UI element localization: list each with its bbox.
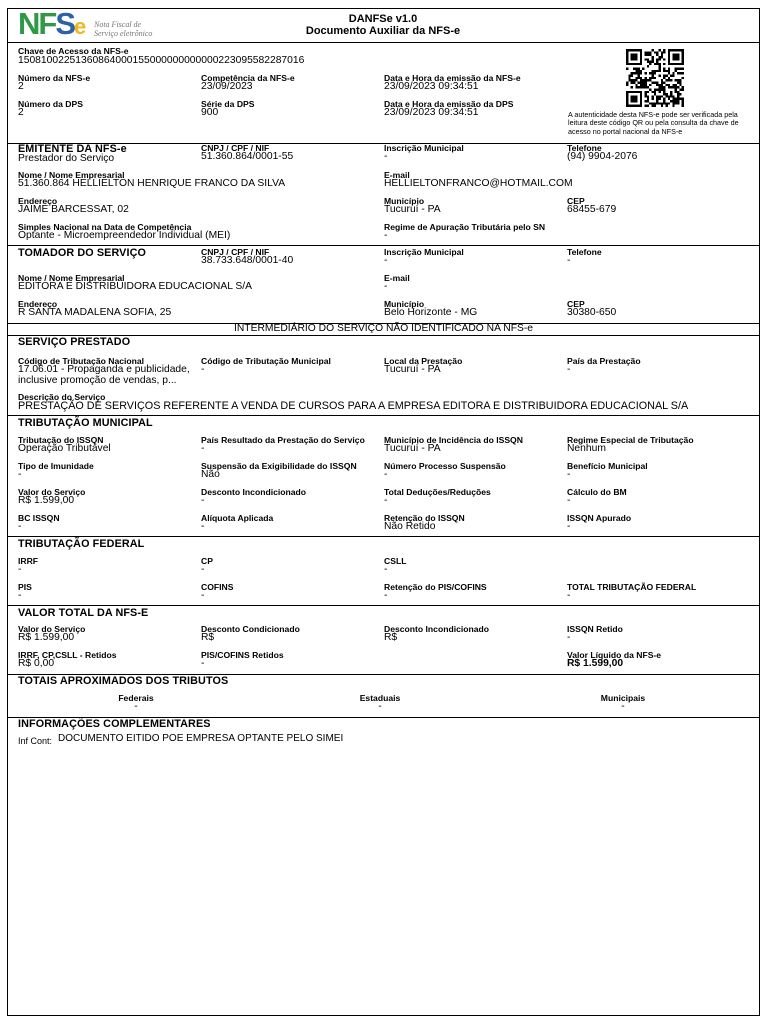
- aliquota-value: -: [201, 521, 205, 532]
- tributacao-issqn-value: Operação Tributável: [18, 443, 111, 454]
- servico-cod-nacional-line1: 17.06.01 - Propaganda e publicidade,: [18, 364, 190, 375]
- dps-emissao-value: 23/09/2023 09:34:51: [384, 107, 479, 118]
- serie-dps-label: Série da DPS: [201, 99, 255, 109]
- beneficio-municipal-value: -: [567, 469, 571, 480]
- vt-irrf-retidos-value: R$ 0,00: [18, 658, 55, 669]
- cofins-value: -: [201, 590, 205, 601]
- emitente-regime-label: Regime de Apuração Tributária pelo SN: [384, 222, 546, 232]
- emitente-regime-value: -: [384, 230, 388, 241]
- document-subtitle: Documento Auxiliar da NFS-e: [305, 25, 461, 37]
- emitente-endereco-label: Endereço: [18, 196, 58, 206]
- divider: [8, 42, 759, 43]
- emitente-municipio-label: Município: [384, 196, 425, 206]
- regime-especial-value: Nenhum: [567, 443, 606, 454]
- vt-desconto-incondicionado-value: R$: [384, 632, 398, 643]
- qr-authenticity-note: A autenticidade desta NFS-e pode ser verificada pela leitura deste código QR ou pela consulta da chave de acesso no portal nacional da NFS-e: [568, 110, 739, 136]
- cp-label: CP: [201, 556, 213, 566]
- bc-issqn-value: -: [18, 521, 22, 532]
- vt-valor-liquido-label: Valor Líquido da NFS-e: [567, 650, 662, 660]
- retencao-issqn-value: Não Retido: [384, 521, 436, 532]
- tomador-cep-value: 30380-650: [567, 307, 617, 318]
- vt-desconto-incondicionado-label: Desconto Incondicionado: [384, 624, 490, 634]
- municipio-incidencia-label: Município de Incidência do ISSQN: [384, 435, 523, 445]
- emitente-endereco-value: JAIME BARCESSAT, 02: [18, 204, 129, 215]
- emitente-simples-value: Optante - Microempreendedor Individual (MEI): [18, 230, 231, 241]
- divider: [8, 536, 759, 537]
- emitente-simples-label: Simples Nacional na Data de Competência: [18, 222, 192, 232]
- csll-value: -: [384, 564, 388, 575]
- servico-cod-municipal-value: -: [201, 364, 205, 375]
- issqn-apurado-value: -: [567, 521, 571, 532]
- csll-label: CSLL: [384, 556, 407, 566]
- tributacao-issqn-label: Tributação do ISSQN: [18, 435, 104, 445]
- vt-valor-liquido-value: R$ 1.599,00: [567, 658, 624, 669]
- tomador-cnpj-label: CNPJ / CPF / NIF: [201, 247, 270, 257]
- tomador-telefone-label: Telefone: [567, 247, 602, 257]
- pais-resultado-value: -: [201, 443, 205, 454]
- totais-federais-value: -: [134, 701, 138, 712]
- info-section-title: INFORMAÇÕES COMPLEMENTARES: [18, 718, 211, 730]
- retencao-pis-value: -: [384, 590, 388, 601]
- numero-dps-value: 2: [18, 107, 24, 118]
- servico-pais-value: -: [567, 364, 571, 375]
- cp-value: -: [201, 564, 205, 575]
- servico-descricao-label: Descrição do Serviço: [18, 392, 106, 402]
- competencia-value: 23/09/2023: [201, 81, 253, 92]
- vt-pis-retidos-value: -: [201, 658, 205, 669]
- vt-pis-retidos-label: PIS/COFINS Retidos: [201, 650, 284, 660]
- document-title: DANFSe v1.0: [348, 13, 418, 25]
- totais-estaduais-value: -: [378, 701, 382, 712]
- emitente-cep-value: 68455-679: [567, 204, 617, 215]
- emitente-nome-label: Nome / Nome Empresarial: [18, 170, 125, 180]
- vt-valor-servico-label: Valor do Serviço: [18, 624, 86, 634]
- calculo-bm-label: Cálculo do BM: [567, 487, 627, 497]
- logo-subtitle-line2: Serviço eletrônico: [94, 29, 153, 38]
- tomador-section-title: TOMADOR DO SERVIÇO: [18, 247, 146, 259]
- processo-suspensao-label: Número Processo Suspensão: [384, 461, 506, 471]
- total-federal-value: -: [567, 590, 571, 601]
- tomador-telefone-value: -: [567, 255, 571, 266]
- competencia-label: Competência da NFS-e: [201, 73, 295, 83]
- danfse-document: [7, 8, 760, 1016]
- emitente-im-label: Inscrição Municipal: [384, 143, 464, 153]
- issqn-apurado-label: ISSQN Apurado: [567, 513, 632, 523]
- tomador-nome-label: Nome / Nome Empresarial: [18, 273, 125, 283]
- desconto-incondicionado-value: -: [201, 495, 205, 506]
- retencao-pis-label: Retenção do PIS/COFINS: [384, 582, 487, 592]
- nfse-logo-mark: NFSe: [18, 8, 85, 41]
- info-cont-label: Inf Cont:: [18, 736, 53, 746]
- numero-nfse-label: Número da NFS-e: [18, 73, 91, 83]
- trib-federal-section-title: TRIBUTAÇÃO FEDERAL: [18, 538, 145, 550]
- numero-nfse-value: 2: [18, 81, 24, 92]
- aliquota-label: Alíquota Aplicada: [201, 513, 274, 523]
- total-deducoes-value: -: [384, 495, 388, 506]
- tipo-imunidade-label: Tipo de Imunidade: [18, 461, 94, 471]
- vt-issqn-retido-label: ISSQN Retido: [567, 624, 623, 634]
- logo-subtitle-line1: Nota Fiscal de: [94, 20, 142, 29]
- tomador-email-label: E-mail: [384, 273, 410, 283]
- retencao-issqn-label: Retenção do ISSQN: [384, 513, 465, 523]
- vt-irrf-retidos-label: IRRF, CP,CSLL - Retidos: [18, 650, 117, 660]
- tomador-municipio-label: Município: [384, 299, 425, 309]
- emitente-email-label: E-mail: [384, 170, 410, 180]
- tomador-endereco-value: R SANTA MADALENA SOFIA, 25: [18, 307, 172, 318]
- trib-municipal-section-title: TRIBUTAÇÃO MUNICIPAL: [18, 417, 153, 429]
- total-federal-label: TOTAL TRIBUTAÇÃO FEDERAL: [567, 582, 697, 592]
- emitente-nome-value: 51.360.864 HELLIELTON HENRIQUE FRANCO DA SILVA: [18, 178, 286, 189]
- total-deducoes-label: Total Deduções/Reduções: [384, 487, 491, 497]
- beneficio-municipal-label: Benefício Municipal: [567, 461, 648, 471]
- dps-emissao-label: Data e Hora da emissão da DPS: [384, 99, 514, 109]
- servico-section-title: SERVIÇO PRESTADO: [18, 336, 131, 348]
- totais-section-title: TOTAIS APROXIMADOS DOS TRIBUTOS: [18, 675, 229, 687]
- divider: [8, 605, 759, 606]
- emissao-value: 23/09/2023 09:34:51: [384, 81, 479, 92]
- emissao-label: Data e Hora da emissão da NFS-e: [384, 73, 521, 83]
- emitente-cep-label: CEP: [567, 196, 585, 206]
- valor-servico-label: Valor do Serviço: [18, 487, 86, 497]
- emitente-cnpj-value: 51.360.864/0001-55: [201, 151, 294, 162]
- intermediario-notice: INTERMEDIÁRIO DO SERVIÇO NÃO IDENTIFICADO NA NFS-e: [233, 323, 534, 334]
- tomador-im-value: -: [384, 255, 388, 266]
- emitente-im-value: -: [384, 151, 388, 162]
- vt-valor-servico-value: R$ 1.599,00: [18, 632, 75, 643]
- cofins-label: COFINS: [201, 582, 234, 592]
- qr-code: [626, 49, 684, 107]
- vt-desconto-condicionado-value: R$: [201, 632, 215, 643]
- regime-especial-label: Regime Especial de Tributação: [567, 435, 694, 445]
- totais-municipais-value: -: [621, 701, 625, 712]
- chave-label: Chave de Acesso da NFS-e: [18, 46, 129, 56]
- municipio-incidencia-value: Tucuruí - PA: [384, 443, 441, 454]
- valor-servico-value: R$ 1.599,00: [18, 495, 75, 506]
- serie-dps-value: 900: [201, 107, 219, 118]
- totais-estaduais-label: Estaduais: [359, 693, 401, 703]
- servico-local-value: Tucuruí - PA: [384, 364, 441, 375]
- emitente-email-value: HELLIELTONFRANCO@HOTMAIL.COM: [384, 178, 573, 189]
- tomador-municipio-value: Belo Horizonte - MG: [384, 307, 478, 318]
- valor-total-section-title: VALOR TOTAL DA NFS-E: [18, 607, 149, 619]
- servico-cod-municipal-label: Código de Tributação Municipal: [201, 356, 331, 366]
- numero-dps-label: Número da DPS: [18, 99, 83, 109]
- servico-local-label: Local da Prestação: [384, 356, 463, 366]
- irrf-label: IRRF: [18, 556, 39, 566]
- irrf-value: -: [18, 564, 22, 575]
- totais-municipais-label: Municipais: [600, 693, 646, 703]
- emitente-telefone-label: Telefone: [567, 143, 602, 153]
- vt-issqn-retido-value: -: [567, 632, 571, 643]
- servico-descricao-value: PRESTAÇÃO DE SERVIÇOS REFERENTE A VENDA DE CURSOS PARA A EMPRESA EDITORA E DISTRIBUIDORA EDUCACIONAL S/A: [18, 400, 689, 412]
- desconto-incondicionado-label: Desconto Incondicionado: [201, 487, 307, 497]
- tomador-cnpj-value: 38.733.648/0001-40: [201, 255, 294, 266]
- tomador-im-label: Inscrição Municipal: [384, 247, 464, 257]
- suspensao-label: Suspensão da Exigibilidade do ISSQN: [201, 461, 357, 471]
- pis-label: PIS: [18, 582, 32, 592]
- info-cont-value: DOCUMENTO EITIDO POE EMPRESA OPTANTE PELO SIMEI: [58, 733, 344, 744]
- chave-value: 15081002251360864000155000000000000223095582287016: [18, 55, 305, 66]
- divider: [8, 415, 759, 416]
- emitente-cnpj-label: CNPJ / CPF / NIF: [201, 143, 270, 153]
- emitente-subtitle: Prestador do Serviço: [18, 153, 115, 164]
- emitente-telefone-value: (94) 9904-2076: [567, 151, 638, 162]
- pis-value: -: [18, 590, 22, 601]
- tomador-cep-label: CEP: [567, 299, 585, 309]
- servico-cod-nacional-line2: inclusive promoção de vendas, p...: [18, 375, 177, 386]
- bc-issqn-label: BC ISSQN: [18, 513, 60, 523]
- calculo-bm-value: -: [567, 495, 571, 506]
- tomador-endereco-label: Endereço: [18, 299, 58, 309]
- vt-desconto-condicionado-label: Desconto Condicionado: [201, 624, 300, 634]
- tipo-imunidade-value: -: [18, 469, 22, 480]
- tomador-nome-value: EDITORA E DISTRIBUIDORA EDUCACIONAL S/A: [18, 281, 253, 292]
- totais-federais-label: Federais: [118, 693, 154, 703]
- suspensao-value: Não: [201, 469, 220, 480]
- tomador-email-value: -: [384, 281, 388, 292]
- emitente-section-title: EMITENTE DA NFS-e: [18, 143, 127, 155]
- servico-cod-nacional-label: Código de Tributação Nacional: [18, 356, 145, 366]
- emitente-municipio-value: Tucuruí - PA: [384, 204, 441, 215]
- nfse-logo: [18, 8, 153, 41]
- divider: [8, 245, 759, 246]
- servico-pais-label: País da Prestação: [567, 356, 641, 366]
- processo-suspensao-value: -: [384, 469, 388, 480]
- pais-resultado-label: País Resultado da Prestação do Serviço: [201, 435, 365, 445]
